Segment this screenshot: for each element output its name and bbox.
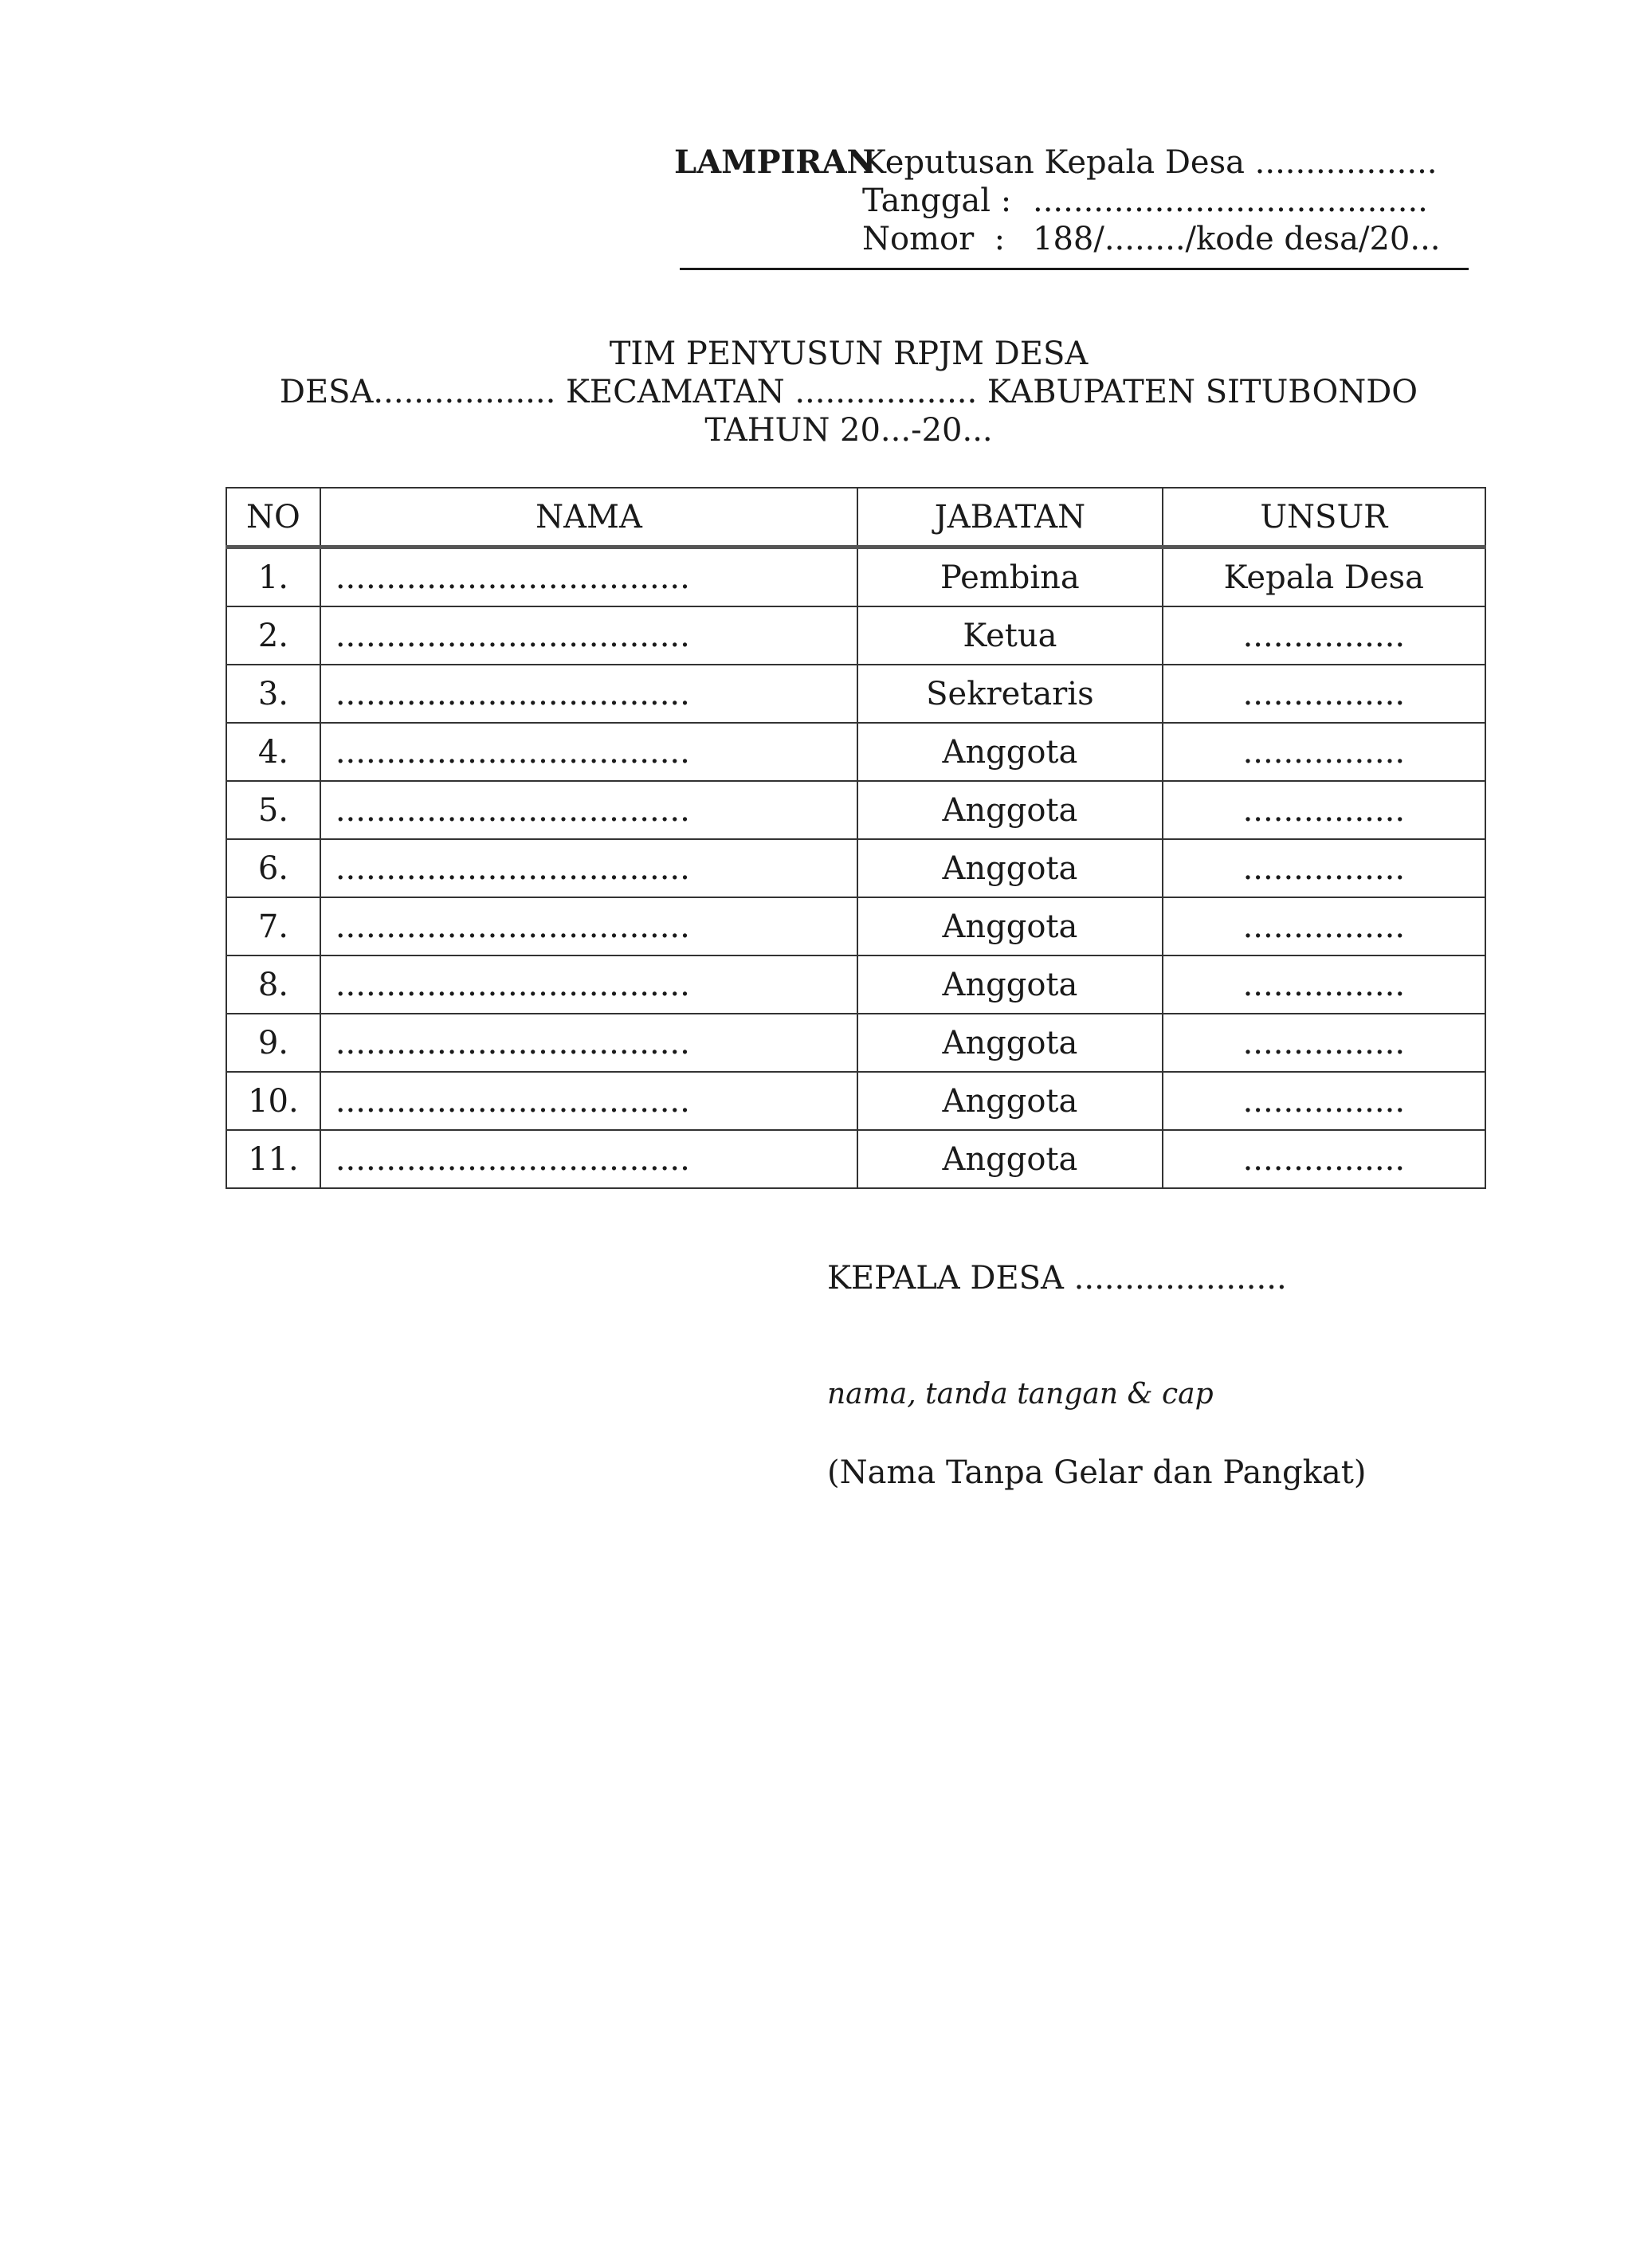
- cell-no: 5.: [226, 781, 320, 839]
- cell-nama: ...................................: [320, 897, 857, 955]
- table-row: [226, 547, 1485, 607]
- title-line-1: TIM PENYUSUN RPJM DESA: [609, 335, 1089, 372]
- cell-no: 2.: [226, 606, 320, 665]
- cell-jabatan: Anggota: [857, 897, 1162, 955]
- cell-nama: ...................................: [320, 1130, 857, 1188]
- cell-nama: ...................................: [320, 955, 857, 1014]
- table-header-row: [226, 488, 1485, 547]
- cell-nama: ...................................: [320, 665, 857, 723]
- cell-jabatan: Anggota: [857, 1130, 1162, 1188]
- table-row: [226, 839, 1485, 897]
- header-jabatan: JABATAN: [857, 488, 1162, 547]
- cell-no: 7.: [226, 897, 320, 955]
- title-line-3: TAHUN 20...-20...: [704, 412, 993, 449]
- cell-unsur: ................: [1163, 1072, 1485, 1130]
- cell-no: 8.: [226, 955, 320, 1014]
- cell-unsur: ................: [1163, 781, 1485, 839]
- cell-nama: ...................................: [320, 723, 857, 781]
- lampiran-label: LAMPIRAN: [674, 143, 877, 181]
- cell-nama: ...................................: [320, 547, 857, 607]
- signature-instruction: nama, tanda tangan & cap: [827, 1378, 1214, 1411]
- tanggal-value: .......................................: [1033, 182, 1428, 219]
- cell-no: 3.: [226, 665, 320, 723]
- cell-no: 1.: [226, 547, 320, 607]
- cell-unsur: ................: [1163, 1014, 1485, 1072]
- member-table: [226, 487, 1486, 1189]
- cell-jabatan: Anggota: [857, 723, 1162, 781]
- lampiran-text: Keputusan Kepala Desa ..................: [862, 144, 1438, 181]
- cell-unsur: ................: [1163, 839, 1485, 897]
- table-row: [226, 897, 1485, 955]
- cell-nama: ...................................: [320, 606, 857, 665]
- cell-jabatan: Anggota: [857, 1072, 1162, 1130]
- cell-jabatan: Ketua: [857, 606, 1162, 665]
- cell-unsur: ................: [1163, 606, 1485, 665]
- signature-title: KEPALA DESA .....................: [827, 1260, 1287, 1297]
- table-row: [226, 1130, 1485, 1188]
- table-row: [226, 1072, 1485, 1130]
- cell-nama: ...................................: [320, 781, 857, 839]
- title-line-2: DESA.................. KECAMATAN .................. KABUPATEN SITUBONDO: [279, 374, 1418, 410]
- cell-unsur: ................: [1163, 897, 1485, 955]
- cell-unsur: ................: [1163, 955, 1485, 1014]
- tanggal-line: [674, 182, 1471, 220]
- lampiran-underline: [680, 268, 1469, 270]
- cell-no: 11.: [226, 1130, 320, 1188]
- cell-no: 10.: [226, 1072, 320, 1130]
- cell-jabatan: Anggota: [857, 1014, 1162, 1072]
- nomor-value: 188/......../kode desa/20...: [1033, 221, 1441, 257]
- tanggal-label: Tanggal :: [862, 182, 1012, 219]
- nomor-line: [674, 220, 1471, 258]
- header-no: NO: [226, 488, 320, 547]
- table-row: [226, 955, 1485, 1014]
- nomor-label: Nomor :: [862, 221, 1006, 257]
- cell-unsur: ................: [1163, 723, 1485, 781]
- cell-unsur: ................: [1163, 1130, 1485, 1188]
- table-row: [226, 723, 1485, 781]
- cell-unsur: Kepala Desa: [1163, 547, 1485, 607]
- cell-unsur: ................: [1163, 665, 1485, 723]
- cell-jabatan: Pembina: [857, 547, 1162, 607]
- header-unsur: UNSUR: [1163, 488, 1485, 547]
- header-nama: NAMA: [320, 488, 857, 547]
- cell-no: 9.: [226, 1014, 320, 1072]
- document-title: [0, 335, 1632, 449]
- lampiran-line: [674, 143, 1471, 182]
- table-row: [226, 1014, 1485, 1072]
- cell-nama: ...................................: [320, 839, 857, 897]
- table-row: [226, 606, 1485, 665]
- cell-no: 4.: [226, 723, 320, 781]
- cell-jabatan: Anggota: [857, 955, 1162, 1014]
- cell-jabatan: Sekretaris: [857, 665, 1162, 723]
- table-body: [226, 547, 1485, 1189]
- table-row: [226, 665, 1485, 723]
- signature-name-note: (Nama Tanpa Gelar dan Pangkat): [827, 1454, 1367, 1491]
- cell-jabatan: Anggota: [857, 781, 1162, 839]
- table-row: [226, 781, 1485, 839]
- cell-nama: ...................................: [320, 1072, 857, 1130]
- cell-nama: ...................................: [320, 1014, 857, 1072]
- cell-jabatan: Anggota: [857, 839, 1162, 897]
- lampiran-header: [674, 143, 1471, 258]
- cell-no: 6.: [226, 839, 320, 897]
